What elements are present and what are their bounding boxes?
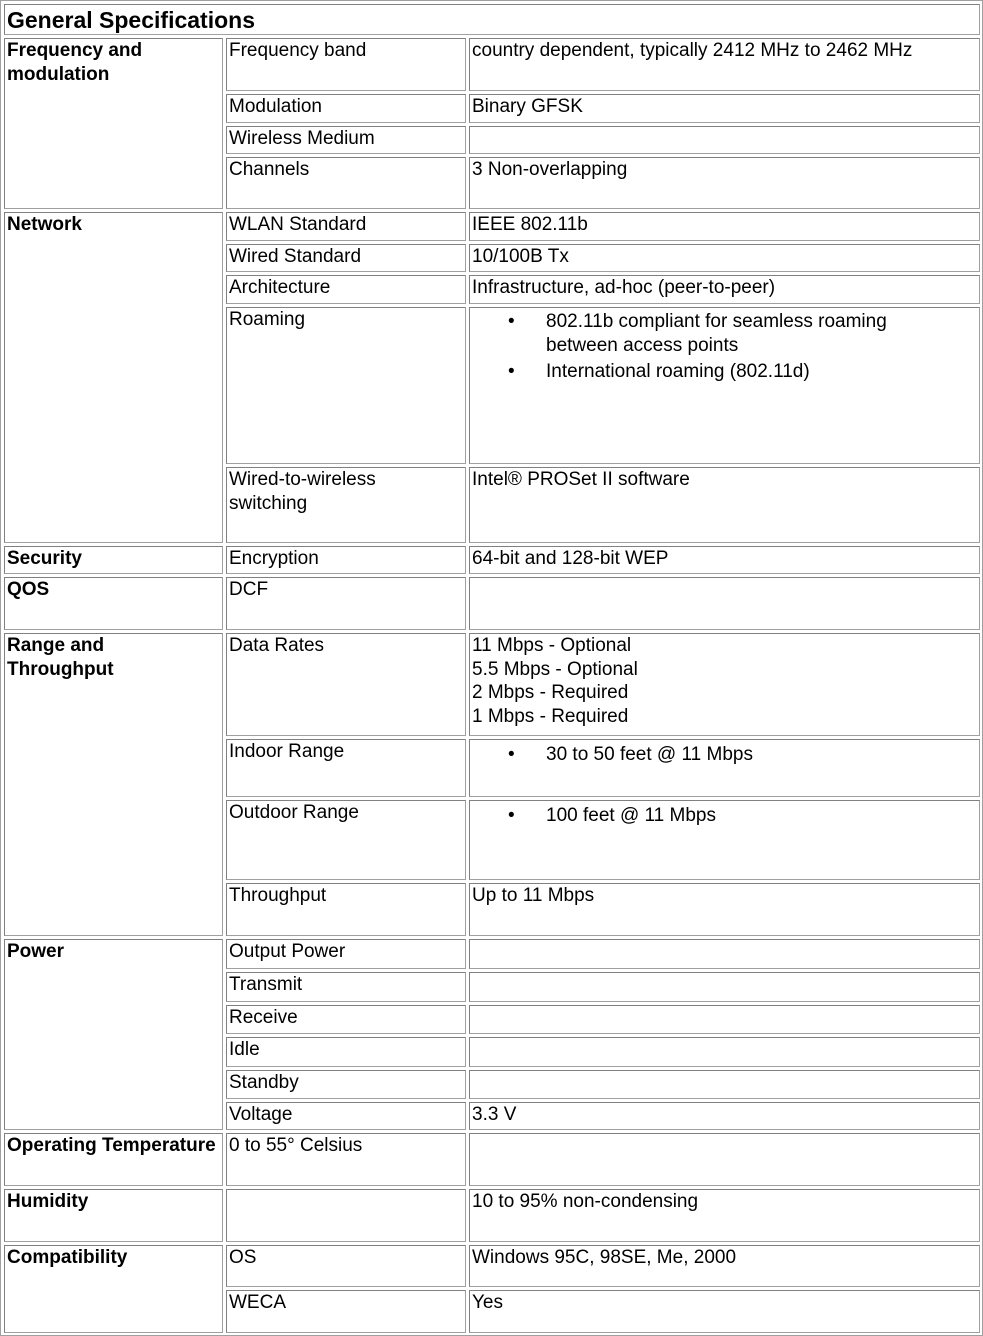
spec-name: Transmit xyxy=(226,972,466,1002)
section-range-label: Range and Throughput xyxy=(4,633,223,936)
spec-name: OS xyxy=(226,1245,466,1287)
data-rate-line: 5.5 Mbps - Optional xyxy=(472,658,638,680)
bullet-icon: • xyxy=(508,744,515,765)
spec-value: 10/100B Tx xyxy=(469,244,980,272)
spec-value xyxy=(469,800,980,880)
bullet-icon: • xyxy=(508,311,515,332)
spec-name: Outdoor Range xyxy=(226,800,466,880)
spec-name: Standby xyxy=(226,1070,466,1099)
spec-value: IEEE 802.11b xyxy=(469,212,980,241)
spec-name: Encryption xyxy=(226,546,466,574)
list-item-text: 802.11b compliant for seamless roaming between access points xyxy=(546,311,887,356)
spec-value xyxy=(469,577,980,630)
spec-value xyxy=(469,633,980,736)
spec-name: Output Power xyxy=(226,939,466,969)
list-item-text: 100 feet @ 11 Mbps xyxy=(546,805,716,826)
spec-value xyxy=(469,307,980,464)
outdoor-range-list xyxy=(472,804,979,828)
spec-name: Data Rates xyxy=(226,633,466,736)
spec-name: WECA xyxy=(226,1290,466,1333)
spec-name: WLAN Standard xyxy=(226,212,466,241)
spec-name: Roaming xyxy=(226,307,466,464)
spec-value: 64-bit and 128-bit WEP xyxy=(469,546,980,574)
list-item xyxy=(472,310,979,357)
spec-name: Idle xyxy=(226,1037,466,1067)
spec-value: 3 Non-overlapping xyxy=(469,157,980,209)
spec-value xyxy=(469,126,980,154)
section-temperature-label: Operating Temperature xyxy=(4,1133,223,1186)
section-frequency-label: Frequency and modulation xyxy=(4,38,223,209)
data-rate-line: 1 Mbps - Required xyxy=(472,705,629,727)
data-rate-line: 2 Mbps - Required xyxy=(472,682,629,703)
spec-value: country dependent, typically 2412 MHz to 2462 MHz xyxy=(469,38,980,91)
section-qos-label: QOS xyxy=(4,577,223,630)
spec-value: Yes xyxy=(469,1290,980,1333)
section-power-label: Power xyxy=(4,939,223,1130)
roaming-list xyxy=(472,310,979,384)
section-security-label: Security xyxy=(4,546,223,574)
spec-name: Modulation xyxy=(226,94,466,123)
section-humidity-label: Humidity xyxy=(4,1189,223,1242)
spec-name: Wired Standard xyxy=(226,244,466,272)
spec-name: Voltage xyxy=(226,1102,466,1130)
spec-name: Receive xyxy=(226,1005,466,1034)
list-item xyxy=(472,743,979,767)
list-item xyxy=(472,804,979,828)
spec-name: Channels xyxy=(226,157,466,209)
spec-value: Intel® PROSet II software xyxy=(469,467,980,543)
spec-name: Architecture xyxy=(226,275,466,304)
spec-value: 3.3 V xyxy=(469,1102,980,1130)
section-network-label: Network xyxy=(4,212,223,543)
spec-name: Indoor Range xyxy=(226,739,466,797)
spec-name: Wired-to-wireless switching xyxy=(226,467,466,543)
spec-name: Frequency band xyxy=(226,38,466,91)
spec-value xyxy=(469,972,980,1002)
section-compatibility-label: Compatibility xyxy=(4,1245,223,1333)
spec-value: Up to 11 Mbps xyxy=(469,883,980,936)
spec-name: 0 to 55° Celsius xyxy=(226,1133,466,1186)
spec-value: 10 to 95% non-condensing xyxy=(469,1189,980,1242)
spec-value xyxy=(469,1037,980,1067)
bullet-icon: • xyxy=(508,361,515,382)
data-rate-line: 11 Mbps - Optional xyxy=(472,635,632,656)
spec-value xyxy=(469,1070,980,1099)
bullet-icon: • xyxy=(508,805,515,826)
spec-value: Windows 95C, 98SE, Me, 2000 xyxy=(469,1245,980,1287)
spec-value xyxy=(469,939,980,969)
spec-value: Binary GFSK xyxy=(469,94,980,123)
spec-value xyxy=(469,739,980,797)
spec-name: Wireless Medium xyxy=(226,126,466,154)
spec-value: Infrastructure, ad-hoc (peer-to-peer) xyxy=(469,275,980,304)
spec-name xyxy=(226,1189,466,1242)
table-title: General Specifications xyxy=(4,4,980,35)
spec-value xyxy=(469,1133,980,1186)
list-item-text: International roaming (802.11d) xyxy=(546,361,810,382)
spec-name: Throughput xyxy=(226,883,466,936)
list-item-text: 30 to 50 feet @ 11 Mbps xyxy=(546,744,753,765)
spec-value xyxy=(469,1005,980,1034)
spec-name: DCF xyxy=(226,577,466,630)
list-item xyxy=(472,360,979,384)
indoor-range-list xyxy=(472,743,979,767)
